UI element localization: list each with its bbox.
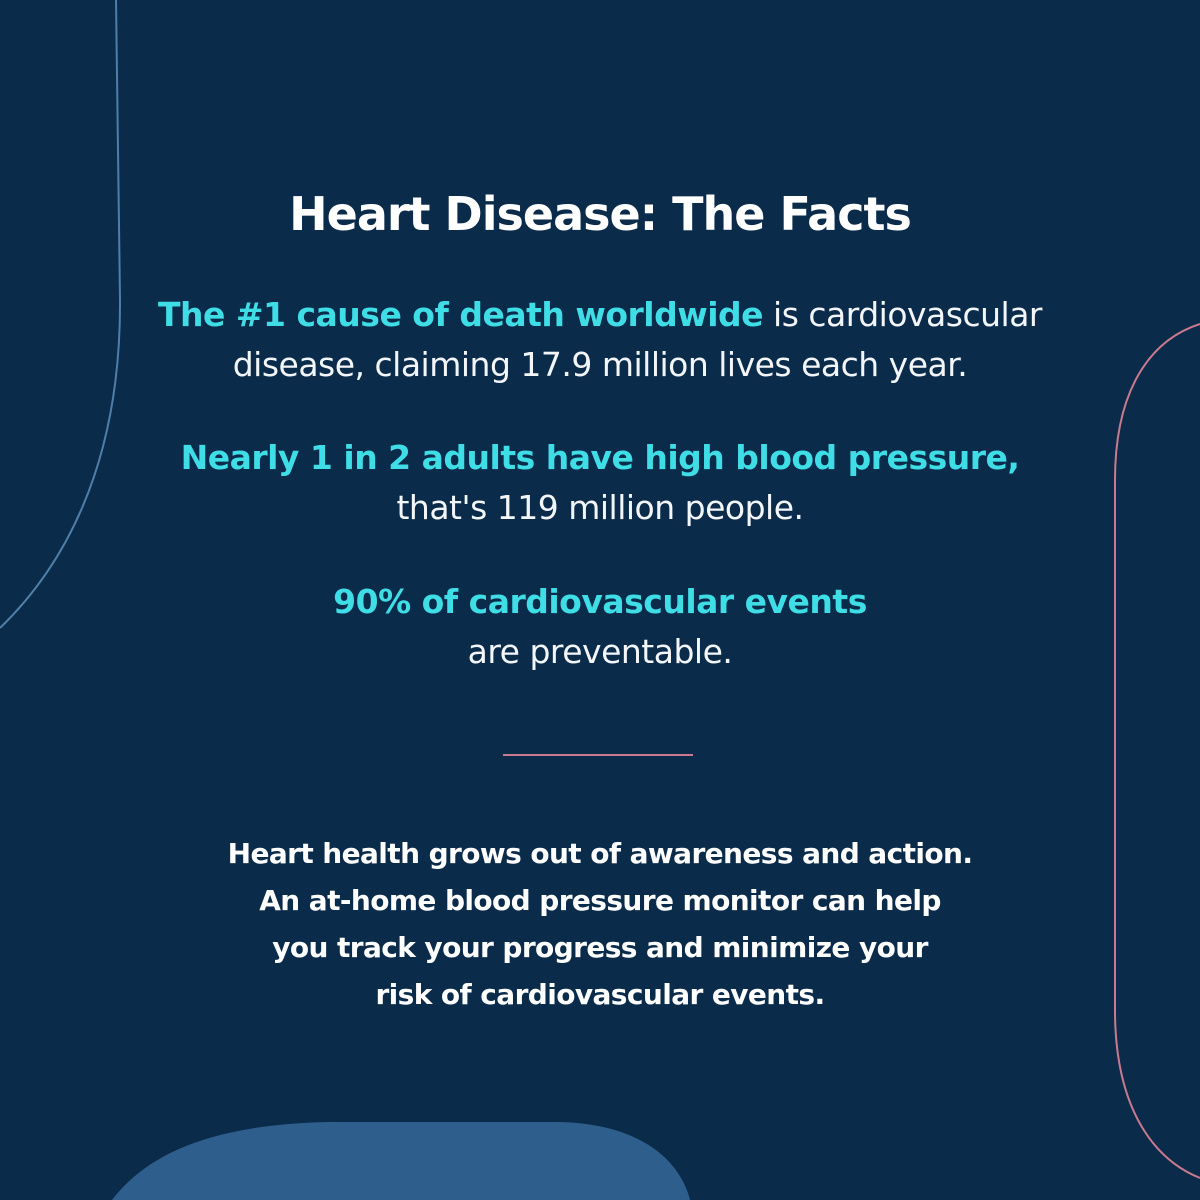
fact-preventable [100, 577, 1100, 677]
fact-text: are preventable. [467, 632, 733, 671]
closing-line: Heart health grows out of awareness and action. [227, 837, 973, 870]
closing-line: An at-home blood pressure monitor can help [259, 884, 941, 917]
section-divider [503, 754, 693, 756]
fact-cause-of-death [100, 290, 1100, 390]
fact-highlight: The #1 cause of death worldwide [158, 295, 764, 334]
fact-line [100, 290, 1100, 340]
fact-text: disease, claiming 17.9 million lives each year. [232, 345, 968, 384]
page-title: Heart Disease: The Facts [289, 187, 911, 241]
fact-blood-pressure [100, 433, 1100, 533]
right-curve-line [1115, 324, 1200, 1178]
fact-text: is cardiovascular [763, 295, 1042, 334]
closing-line: you track your progress and minimize your [272, 931, 928, 964]
closing-paragraph [150, 830, 1050, 1018]
bottom-blob [112, 1122, 690, 1200]
closing-line: risk of cardiovascular events. [375, 978, 825, 1011]
fact-highlight: 90% of cardiovascular events [333, 582, 867, 621]
fact-highlight: Nearly 1 in 2 adults have high blood pressure, [180, 438, 1020, 477]
fact-text: that's 119 million people. [396, 488, 804, 527]
